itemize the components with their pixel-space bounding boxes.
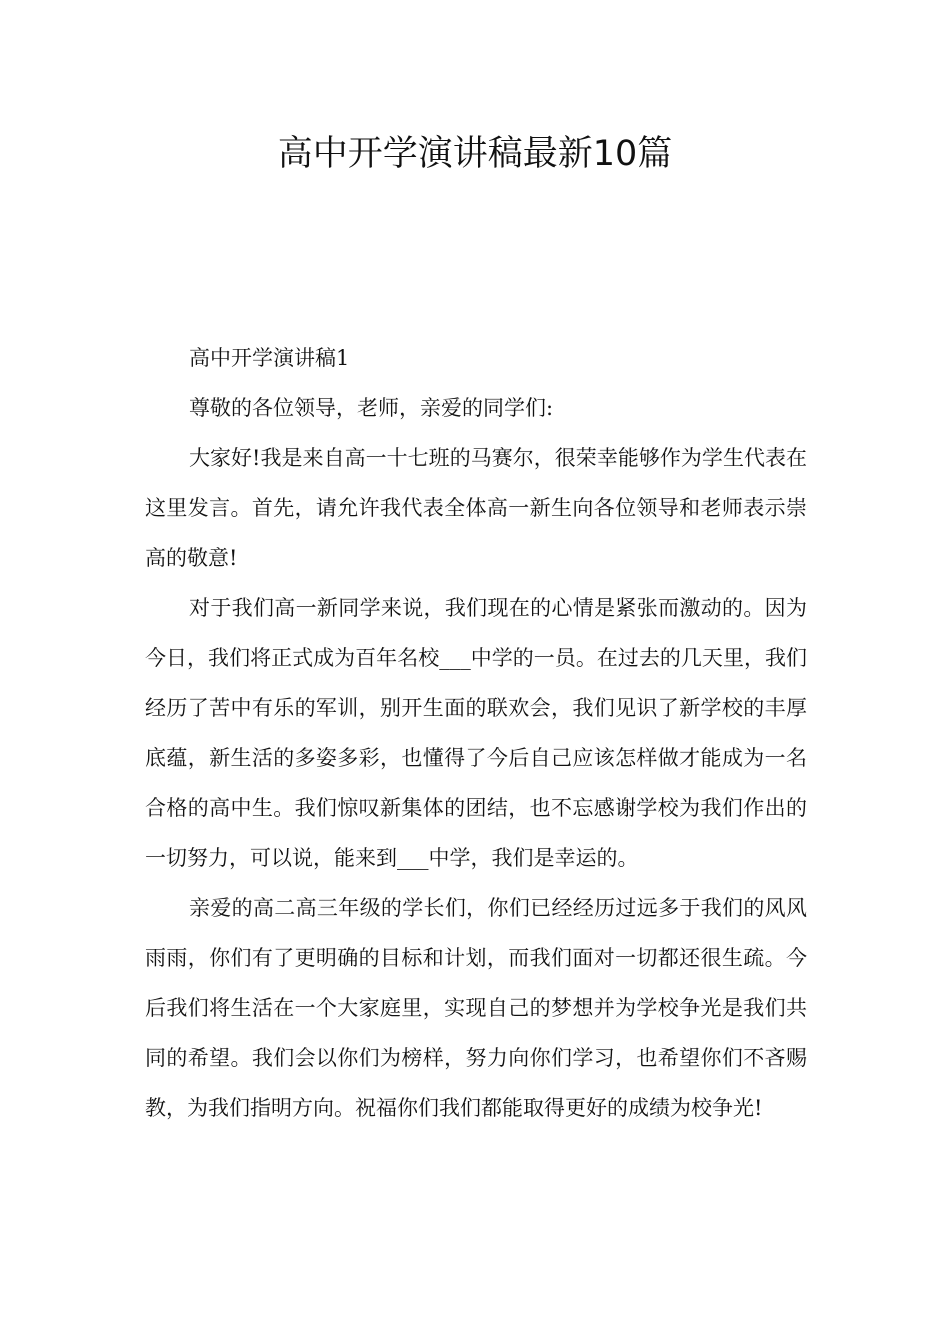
salutation-paragraph: 尊敬的各位领导，老师，亲爱的同学们: <box>189 396 554 420</box>
document-body <box>145 333 807 1133</box>
body-paragraph: 亲爱的高二高三年级的学长们，你们已经经历过远多于我们的风风雨雨，你们有了更明确的目标和计划，而我们面对一切都还很生疏。今后我们将生活在一个大家庭里，实现自己的梦想并为学校争光是我们共同的希望。我们会以你们为榜样，努力向你们学习，也希望你们不吝赐教，为我们指明方向。祝福你们我们都能取得更好的成绩为校争光! <box>145 896 807 1120</box>
body-paragraph: 对于我们高一新同学来说，我们现在的心情是紧张而激动的。因为今日，我们将正式成为百年名校___中学的一员。在过去的几天里，我们经历了苦中有乐的军训，别开生面的联欢会，我们见识了新学校的丰厚底蕴，新生活的多姿多彩，也懂得了今后自己应该怎样做才能成为一名合格的高中生。我们惊叹新集体的团结，也不忘感谢学校为我们作出的一切努力，可以说，能来到___中学，我们是幸运的。 <box>145 596 807 870</box>
section-heading: 高中开学演讲稿1 <box>189 346 350 370</box>
intro-paragraph: 大家好!我是来自高一十七班的马赛尔，很荣幸能够作为学生代表在这里发言。首先，请允许我代表全体高一新生向各位领导和老师表示崇高的敬意! <box>145 446 807 570</box>
document-title: 高中开学演讲稿最新10篇 <box>277 134 673 174</box>
